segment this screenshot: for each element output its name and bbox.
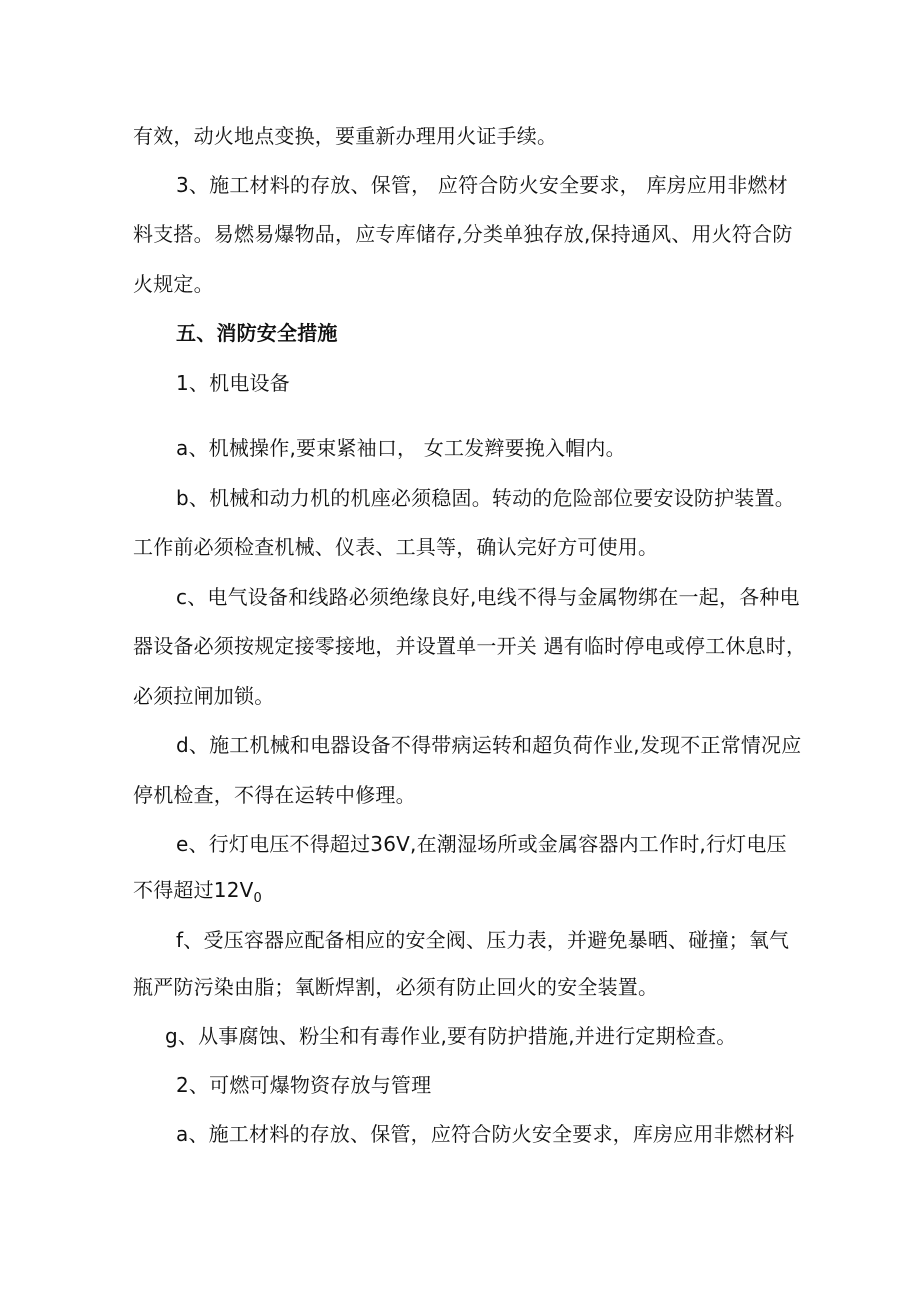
text-line: 器设备必须按规定接零接地，并设置单一开关 遇有临时停电或停工休息时， <box>133 634 807 658</box>
text-line: c、电气设备和线路必须绝缘良好,电线不得与金属物绑在一起，各种电 <box>176 585 800 609</box>
section-heading: 五、消防安全措施 <box>176 321 338 345</box>
text-line: 工作前必须检查机械、仪表、工具等，确认完好方可使用。 <box>133 535 659 559</box>
text-line: a、施工材料的存放、保管，应符合防火安全要求，库房应用非燃材料 <box>176 1122 795 1146</box>
text-line: a、机械操作,要束紧袖口， 女工发辫要挽入帽内。 <box>176 436 626 460</box>
text-line: 停机检查，不得在运转中修理。 <box>133 783 416 807</box>
text-line: g、从事腐蚀、粉尘和有毒作业,要有防护措施,并进行定期检查。 <box>165 1024 737 1048</box>
text-line: b、机械和动力机的机座必须稳固。转动的危险部位要安设防护装置。 <box>176 486 795 510</box>
text-line: 3、施工材料的存放、保管， 应符合防火安全要求， 库房应用非燃材 <box>176 173 788 197</box>
subsection-heading: 2、可燃可爆物资存放与管理 <box>176 1073 432 1097</box>
text-line-main: 不得超过12V <box>133 878 254 902</box>
text-line: 瓶严防污染由脂；氧断焊割，必须有防止回火的安全装置。 <box>133 975 659 999</box>
text-line: f、受压容器应配备相应的安全阀、压力表，并避免暴晒、碰撞；氧气 <box>176 928 790 952</box>
text-line: 料支搭。易燃易爆物品，应专库储存,分类单独存放,保持通风、用火符合防 <box>133 222 793 246</box>
text-line: 火规定。 <box>133 272 214 296</box>
subscript-zero: 0 <box>253 891 263 906</box>
text-line: 必须拉闸加锁。 <box>133 684 275 708</box>
text-line <box>133 876 262 913</box>
text-line: d、施工机械和电器设备不得带病运转和超负荷作业,发现不正常情况应 <box>176 733 802 757</box>
text-line: e、行灯电压不得超过36V,在潮湿场所或金属容器内工作时,行灯电压 <box>176 832 787 856</box>
text-line: 有效，动火地点变换，要重新办理用火证手续。 <box>133 124 558 148</box>
subsection-heading: 1、机电设备 <box>176 371 290 395</box>
